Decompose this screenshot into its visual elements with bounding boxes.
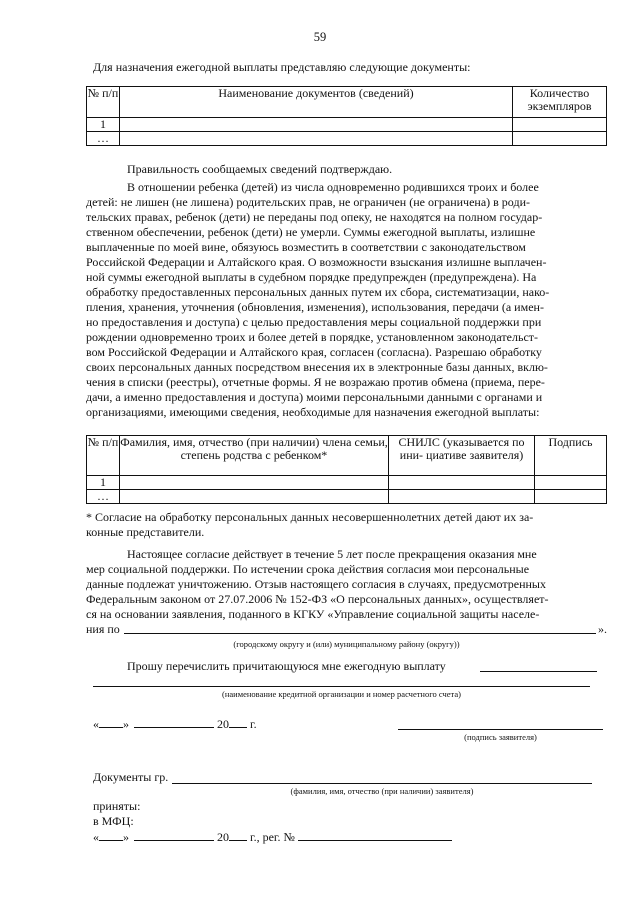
text-line: организациями, имеющими сведения, необходимые для назначения ежегодной выплаты: (86, 405, 540, 419)
text-line: рождении одновременно троих и более детей в порядке, установленном законодательст- (86, 330, 539, 344)
col-doc-name-header: Наименование документов (сведений) (120, 87, 513, 118)
text-line: ной суммы ежегодной выплаты в судебном порядке предупрежден (предупреждена). На (86, 270, 537, 284)
table-row: 1 (87, 118, 607, 132)
bank-hint: (наименование кредитной организации и номер расчетного счета) (222, 689, 461, 699)
fio-cell[interactable] (120, 490, 389, 504)
text-line: обработку предоставленных персональных данных путем их сбора, систематизации, нако- (86, 285, 550, 299)
signature-cell[interactable] (535, 476, 607, 490)
col-count-header: Количество экземпляров (513, 87, 607, 118)
signature-field[interactable] (398, 729, 603, 730)
table-row: … (87, 490, 607, 504)
snils-cell[interactable] (389, 490, 535, 504)
text-line: ственном обеспечении, ребенок (дети) не умерли. Суммы ежегодной выплаты, излишне (86, 225, 536, 239)
transfer-field[interactable] (480, 671, 597, 672)
col-number-header: № п/п (87, 87, 120, 118)
district-line: ния по ». (86, 622, 607, 636)
accepted-label: приняты: (93, 799, 141, 813)
text-line: В отношении ребенка (детей) из числа одновременно родившихся троих и более (127, 180, 539, 194)
validity-paragraph: Настоящее согласие действует в течение 5 лет после прекращения оказания мне мер социальной поддержки. По истечении срока действия согласия мои персональные данные подлежат уничтожению. Отзыв настоящего согласия в случаях, предусмотренных Федеральным законом от 27.07.2006 № 152-ФЗ «О персональных данных», осуществляет- ся на основании заявления, поданного в КГКУ «Управление социальной защиты населе- ния по ». (86, 547, 607, 636)
table-row: 1 (87, 476, 607, 490)
district-hint: (городскому округу и (или) муниципальному району (округу)) (233, 639, 460, 649)
text-line: пления, хранения, уточнения (обновления, изменения), использования, передачи (а имен- (86, 300, 544, 314)
fio-cell[interactable] (120, 476, 389, 490)
text-line: тельских правах, ребенок (дети) не переданы под опеку, не находятся на полном государ- (86, 210, 543, 224)
fio-hint: (фамилия, имя, отчество (при наличии) заявителя) (290, 786, 474, 796)
text-line: чения в списки (реестры), отчетные формы. Я не возражаю против обмена (приема, пере- (86, 375, 545, 389)
docs-from-label: Документы гр. (93, 770, 169, 784)
family-table (86, 435, 607, 504)
text-line: детей: не лишен (не лишена) родительских прав, не ограничен (не ограничена) в роди- (86, 195, 530, 209)
reg-month-field[interactable] (134, 829, 214, 841)
signature-hint: (подпись заявителя) (464, 732, 537, 742)
doc-count-cell[interactable] (513, 118, 607, 132)
reg-day-field[interactable] (99, 829, 123, 841)
documents-table (86, 86, 607, 146)
col-snils-header: СНИЛС (указывается по ини- циативе заявителя) (389, 436, 535, 476)
confirm-text: Правильность сообщаемых сведений подтверждаю. (127, 162, 393, 176)
doc-name-cell[interactable] (120, 132, 513, 146)
transfer-text: Прошу перечислить причитающуюся мне ежегодную выплату (127, 659, 446, 673)
consent-paragraph (86, 180, 607, 420)
col-fio-header: Фамилия, имя, отчество (при наличии) члена семьи, степень родства с ребенком* (120, 436, 389, 476)
doc-count-cell[interactable] (513, 132, 607, 146)
district-field[interactable] (124, 633, 596, 634)
day-field[interactable] (99, 716, 123, 728)
text-line: вом Российской Федерации и Алтайского края, согласен (согласна). Разрешаю обработку (86, 345, 542, 359)
doc-name-cell[interactable] (120, 118, 513, 132)
text-line: Российской Федерации и Алтайского края. О возможности взыскания излишне выплачен- (86, 255, 547, 269)
reg-year-field[interactable] (229, 829, 247, 841)
snils-cell[interactable] (389, 476, 535, 490)
page-number: 59 (313, 30, 327, 44)
mfc-label: в МФЦ: (93, 814, 134, 828)
signature-cell[interactable] (535, 490, 607, 504)
text-line: своих персональных данных посредством внесения их в электронные базы данных, вклю- (86, 360, 548, 374)
col-signature-header: Подпись (535, 436, 607, 476)
text-line: но предоставления и доступа) с целью предоставления меры социальной поддержки при (86, 315, 542, 329)
intro-text: Для назначения ежегодной выплаты представляю следующие документы: (93, 60, 471, 74)
col-number-header: № п/п (87, 436, 120, 476)
applicant-fio-field[interactable] (172, 783, 592, 784)
footnote: * Согласие на обработку персональных данных несовершеннолетних детей дают их за- конные представители. (86, 510, 534, 539)
text-line: дачи, а именно предоставления и доступа) моими персональными данными с органами и (86, 390, 543, 404)
year-field[interactable] (229, 716, 247, 728)
date-line: « » 20 г. (93, 717, 257, 731)
reg-number-field[interactable] (298, 829, 452, 841)
text-line: выплаченные по моей вине, обязуюсь возместить в соответствии с законодательством (86, 240, 526, 254)
table-row: … (87, 132, 607, 146)
registration-line: « » 20 г., рег. № (93, 829, 452, 845)
bank-field[interactable] (93, 686, 590, 687)
month-field[interactable] (134, 716, 214, 728)
